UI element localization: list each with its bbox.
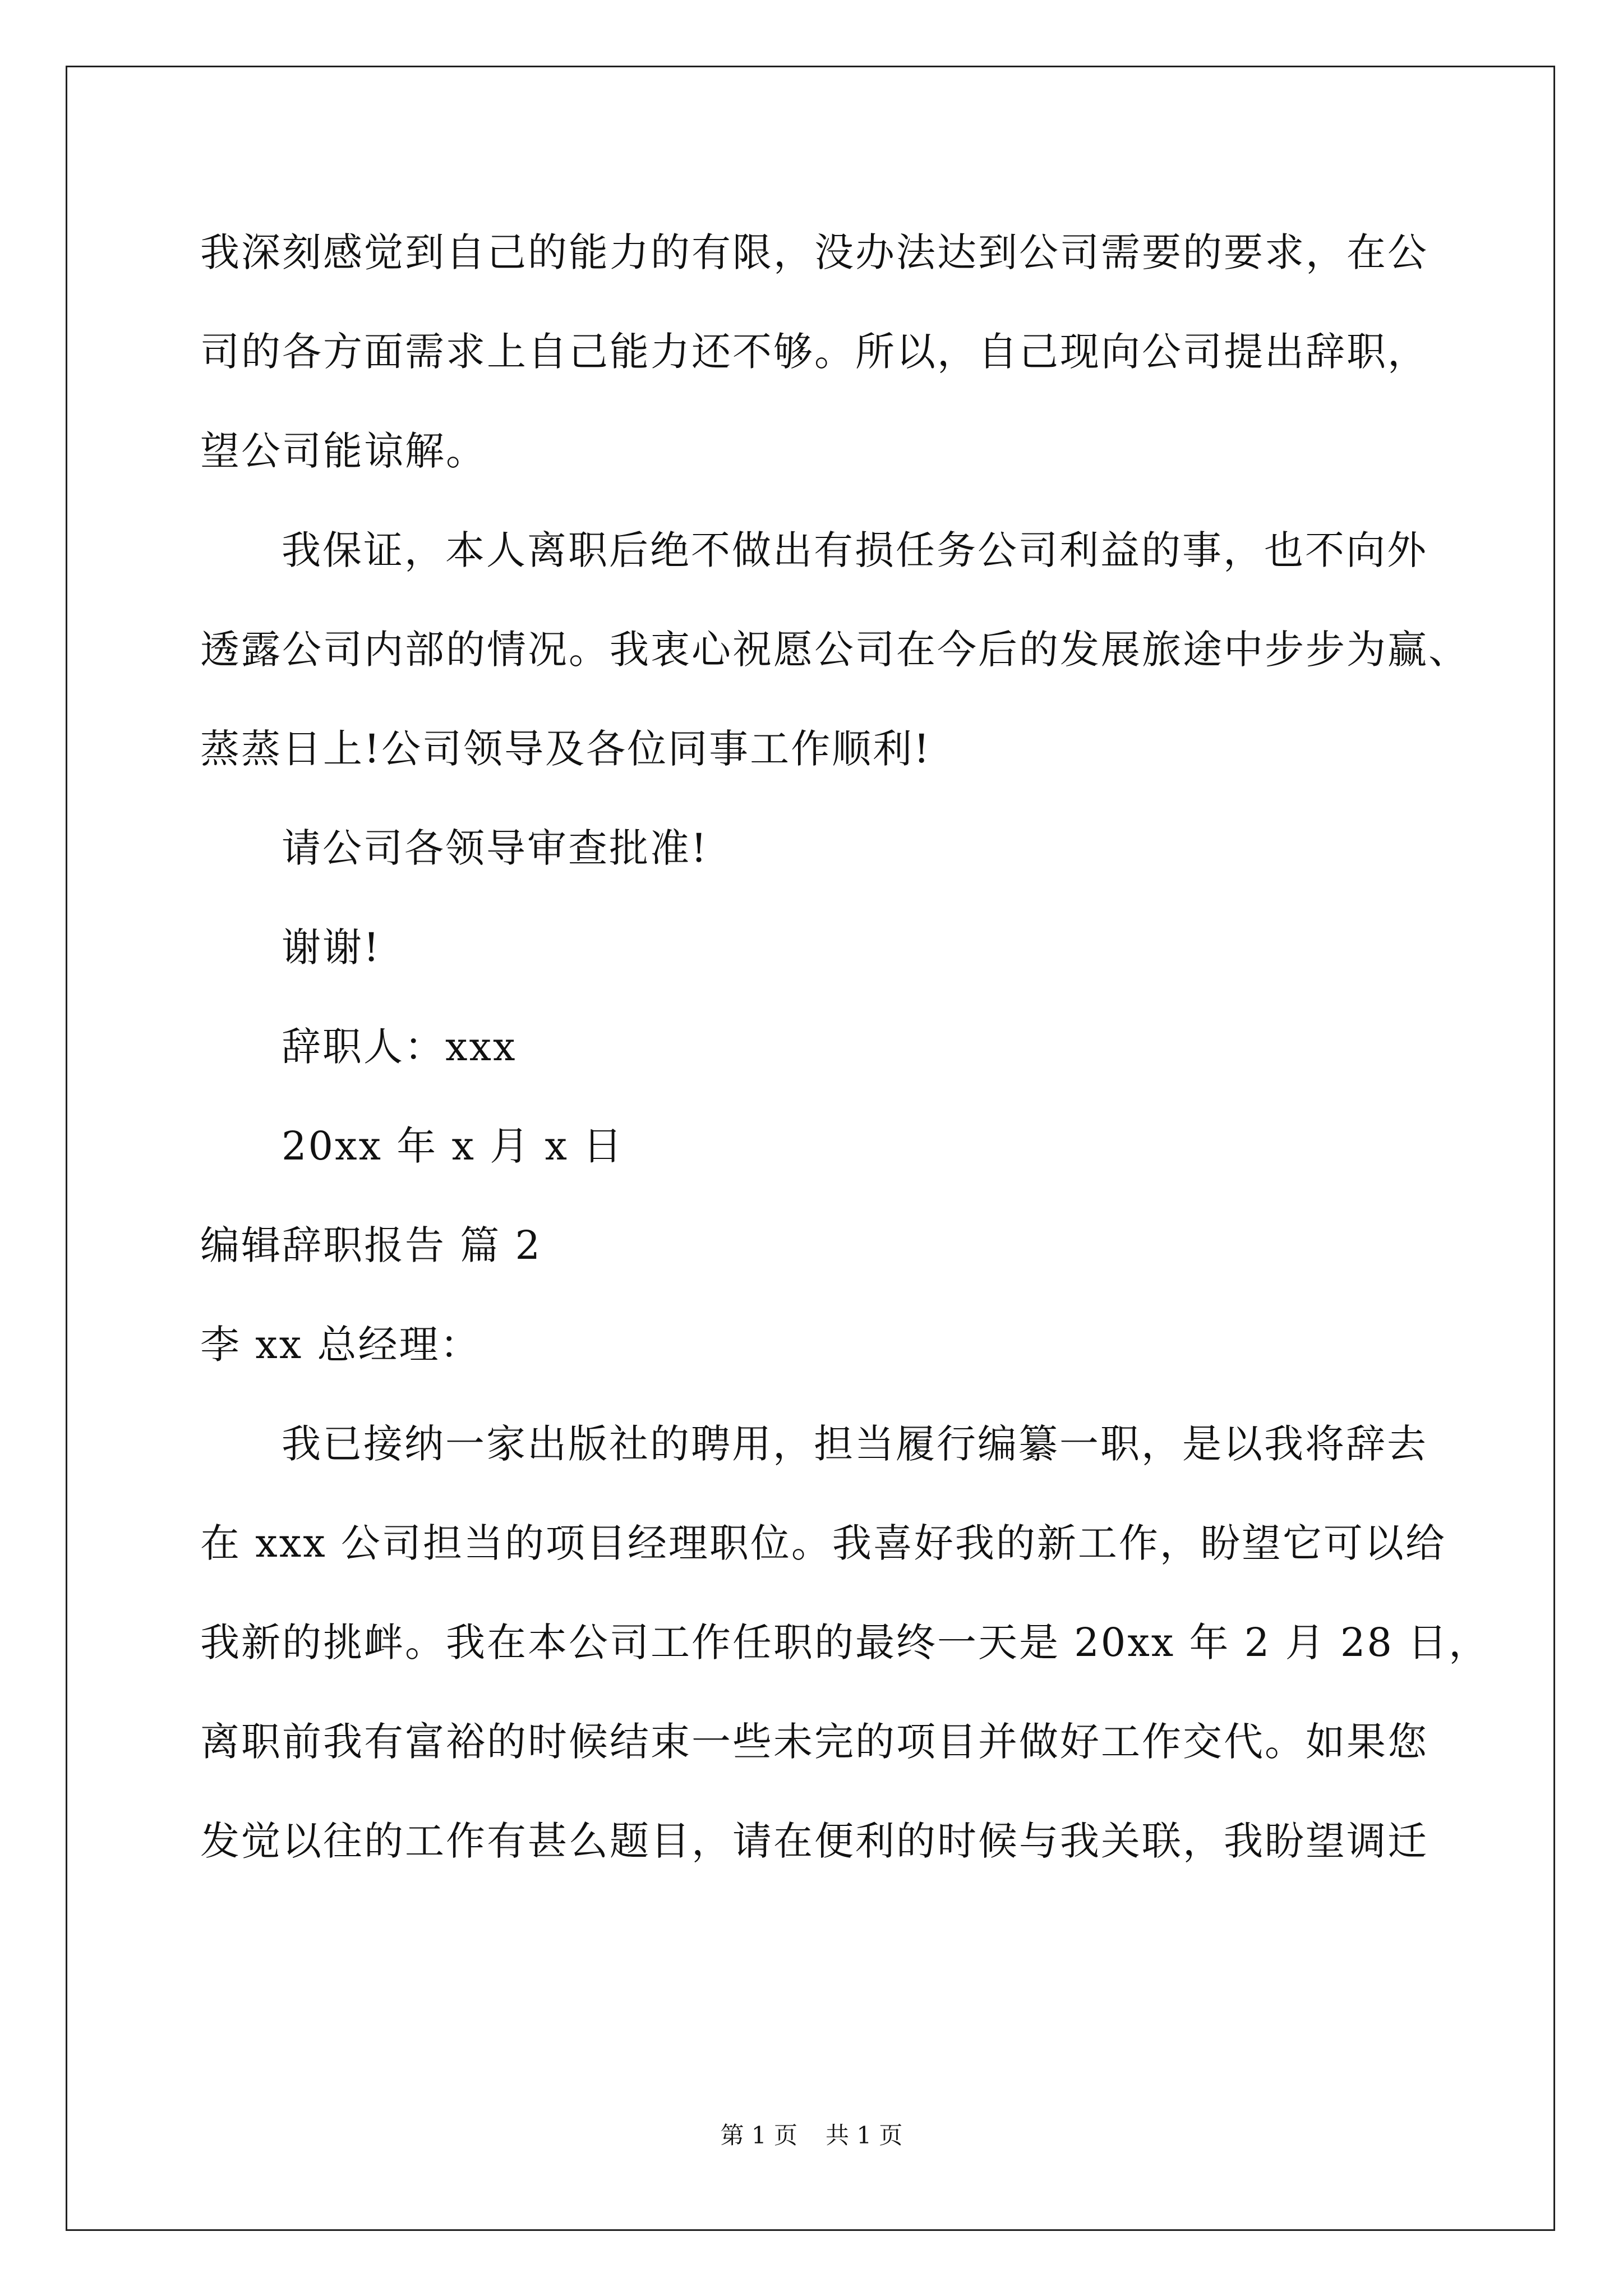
paragraph-line: 司的各方面需求上自己能力还不够。所以，自己现向公司提出辞职，: [200, 329, 1428, 375]
paragraph-line: 我保证，本人离职后绝不做出有损任务公司利益的事，也不向外: [282, 527, 1428, 573]
paragraph-line: 蒸蒸日上!公司领导及各位同事工作顺利!: [200, 726, 932, 772]
salutation: 李 xx 总经理：: [200, 1322, 481, 1368]
document-body: [200, 203, 1490, 1891]
paragraph-line: 我已接纳一家出版社的聘用，担当履行编纂一职，是以我将辞去: [282, 1421, 1428, 1467]
section-heading: 编辑辞职报告 篇 2: [200, 1222, 542, 1268]
paragraph-line: 望公司能谅解。: [200, 428, 487, 474]
paragraph-line: 在 xxx 公司担当的项目经理职位。我喜好我的新工作，盼望它可以给: [200, 1520, 1446, 1566]
date-line: 20xx 年 x 月 x 日: [282, 1123, 624, 1169]
signature-line: 辞职人：xxx: [282, 1024, 517, 1070]
paragraph-line: 请公司各领导审查批准!: [282, 825, 709, 871]
paragraph-line: 发觉以往的工作有甚么题目，请在便利的时候与我关联，我盼望调迁: [200, 1818, 1428, 1864]
paragraph-line: 我新的挑衅。我在本公司工作任职的最终一天是 20xx 年 2 月 28 日，: [200, 1619, 1490, 1665]
page-total: 共 1 页: [826, 2122, 903, 2149]
paragraph-line: 透露公司内部的情况。我衷心祝愿公司在今后的发展旅途中步步为赢、: [200, 627, 1469, 673]
paragraph-line: 离职前我有富裕的时候结束一些未完的项目并做好工作交代。如果您: [200, 1719, 1428, 1765]
page-footer: [0, 2119, 1623, 2152]
paragraph-line: 我深刻感觉到自己的能力的有限，没办法达到公司需要的要求，在公: [200, 229, 1428, 275]
paragraph-line: 谢谢!: [282, 924, 381, 970]
page-number: 第 1 页: [720, 2122, 797, 2149]
